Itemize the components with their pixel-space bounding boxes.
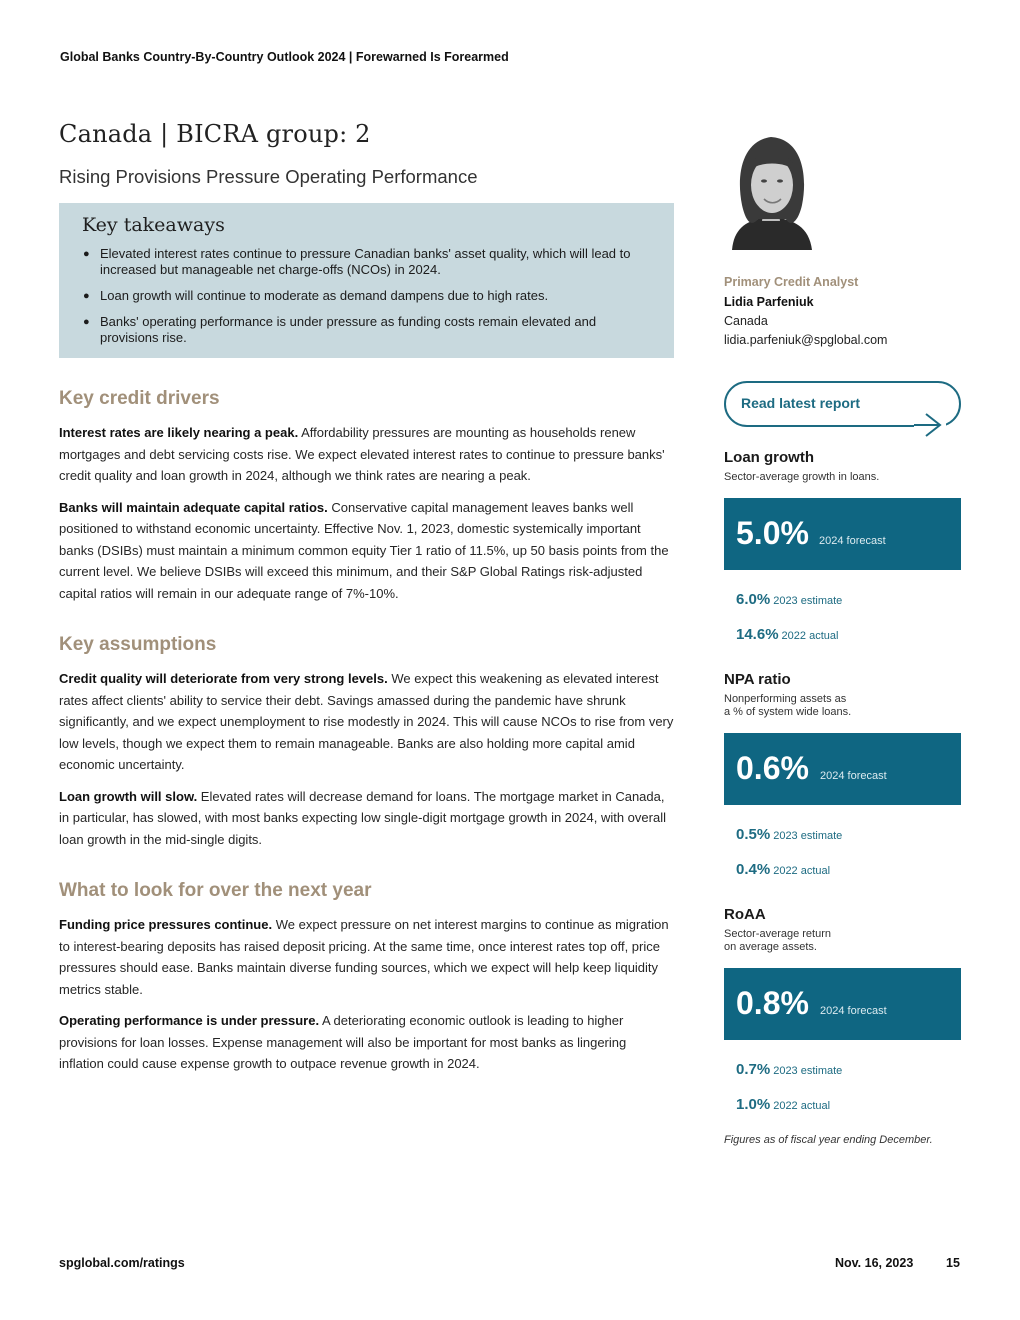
- key-takeaways-list: [82, 246, 652, 346]
- paragraph: Loan growth will slow. Elevated rates will decrease demand for loans. The mortgage market in Canada, in particular, has slowed, with most banks expecting low single-digit mortgage growth in 2024, with overall loan growth in the mid-single digits.: [59, 788, 666, 847]
- paragraph: Credit quality will deteriorate from very strong levels. We expect this weakening as elevated interest rates affect clients' ability to service their debt. Savings amassed during the pandemic have shrunk significantly, and we expect unemployment to rise modestly in 2024. This will cause NCOs to rise from very low levels, though we expect them to remain manageable. Banks are also holding more capital amid economic uncertainty.: [59, 671, 674, 772]
- paragraph: Banks will maintain adequate capital ratios. Conservative capital management leaves banks well positioned to withstand economic uncertainty. Effective Nov. 1, 2023, domestic systemically important banks (DSIBs) must maintain a minimum common equity Tier 1 ratio of 11.5%, up 50 basis points from the current level. We believe DSIBs will exceed this minimum, and their S&P Global Ratings risk-adjusted capital ratios will remain in our adequate range of 7%-10%.: [59, 499, 669, 601]
- analyst-email-link[interactable]: lidia.parfeniuk@spglobal.com: [724, 333, 888, 347]
- estimate-row: 0.7% 2023 estimate: [736, 1060, 843, 1078]
- key-takeaways-box: [59, 203, 674, 358]
- paragraph: Operating performance is under pressure. A deteriorating economic outlook is leading to higher provisions for loan losses. Expense management will also be important for most banks as lingering inflation could cause expense growth to outpace revenue growth in 2024.: [59, 1013, 627, 1071]
- metric-title: NPA ratio: [724, 670, 791, 688]
- forecast-label: 2024 forecast: [820, 1004, 887, 1017]
- section-heading-what-to-look-for: What to look for over the next year: [59, 880, 372, 901]
- page-title: Canada | BICRA group: 2: [59, 120, 371, 148]
- metric-loan-growth: [724, 449, 961, 644]
- page-subtitle: Rising Provisions Pressure Operating Performance: [59, 166, 478, 187]
- analyst-location: Canada: [724, 314, 768, 328]
- paragraph: Funding price pressures continue. We expect pressure on net interest margins to continue as migration to interest-bearing deposits has raised deposit pricing. At the same time, once interest rates top off, price pressures should ease. Banks maintain diverse funding sources, which we expect will help keep liquidity metrics stable.: [59, 917, 669, 997]
- bullet-icon: ●: [83, 290, 90, 302]
- takeaway-item: ● Elevated interest rates continue to pressure Canadian banks' asset quality, which will lead to increased but manageable net charge-offs (NCOs) in 2024.: [83, 246, 631, 277]
- forecast-value: 0.8%: [736, 984, 809, 1021]
- arrow-right-icon: [914, 410, 946, 440]
- metric-description: Nonperforming assets as a % of system wide loans.: [724, 692, 852, 718]
- metric-description: Sector-average growth in loans.: [724, 471, 880, 483]
- read-latest-report-label: Read latest report: [741, 395, 861, 411]
- analyst-photo: [724, 135, 819, 250]
- figures-footnote: Figures as of fiscal year ending December.: [724, 1133, 933, 1146]
- bullet-icon: ●: [83, 248, 90, 260]
- forecast-box: [724, 733, 961, 805]
- actual-row: 14.6% 2022 actual: [736, 625, 839, 643]
- sidebar: [724, 135, 961, 1146]
- forecast-label: 2024 forecast: [819, 534, 886, 547]
- takeaway-item: ● Loan growth will continue to moderate as demand dampens due to high rates.: [83, 288, 549, 303]
- actual-row: 0.4% 2022 actual: [736, 860, 831, 878]
- section-heading-key-assumptions: Key assumptions: [59, 634, 217, 655]
- analyst-role-label: Primary Credit Analyst: [724, 275, 859, 289]
- report-header-title: Global Banks Country-By-Country Outlook 2024 | Forewarned Is Forearmed: [60, 50, 509, 64]
- key-takeaways-title: Key takeaways: [82, 214, 225, 236]
- forecast-label: 2024 forecast: [820, 769, 887, 782]
- forecast-value: 5.0%: [736, 514, 809, 551]
- estimate-row: 6.0% 2023 estimate: [736, 590, 843, 608]
- metric-title: Loan growth: [724, 449, 814, 466]
- forecast-box: [724, 968, 961, 1040]
- analyst-name: Lidia Parfeniuk: [724, 295, 814, 309]
- page-number: 15: [946, 1256, 960, 1270]
- metric-npa-ratio: [724, 671, 961, 879]
- bullet-icon: ●: [83, 316, 90, 328]
- actual-row: 1.0% 2022 actual: [736, 1095, 831, 1113]
- metric-roaa: [724, 906, 961, 1114]
- footer-date: Nov. 16, 2023: [835, 1256, 914, 1270]
- metric-description: Sector-average return on average assets.: [724, 927, 831, 953]
- main-column: [59, 120, 674, 1085]
- paragraph: Interest rates are likely nearing a peak. Affordability pressures are mounting as households renew mortgages and debt servicing costs rise. We expect elevated interest rates to continue to pressure banks' credit quality and loan growth in 2024, although we think rates are nearing a peak.: [59, 425, 665, 483]
- takeaway-item: ● Banks' operating performance is under pressure as funding costs remain elevated and provisions rise.: [83, 314, 597, 345]
- forecast-value: 0.6%: [736, 749, 809, 786]
- forecast-box: [724, 498, 961, 570]
- section-heading-key-credit-drivers: Key credit drivers: [59, 388, 220, 409]
- footer-url-link[interactable]: spglobal.com/ratings: [59, 1256, 185, 1270]
- metric-title: RoAA: [724, 905, 766, 923]
- read-latest-report-button[interactable]: [724, 381, 961, 427]
- estimate-row: 0.5% 2023 estimate: [736, 825, 843, 843]
